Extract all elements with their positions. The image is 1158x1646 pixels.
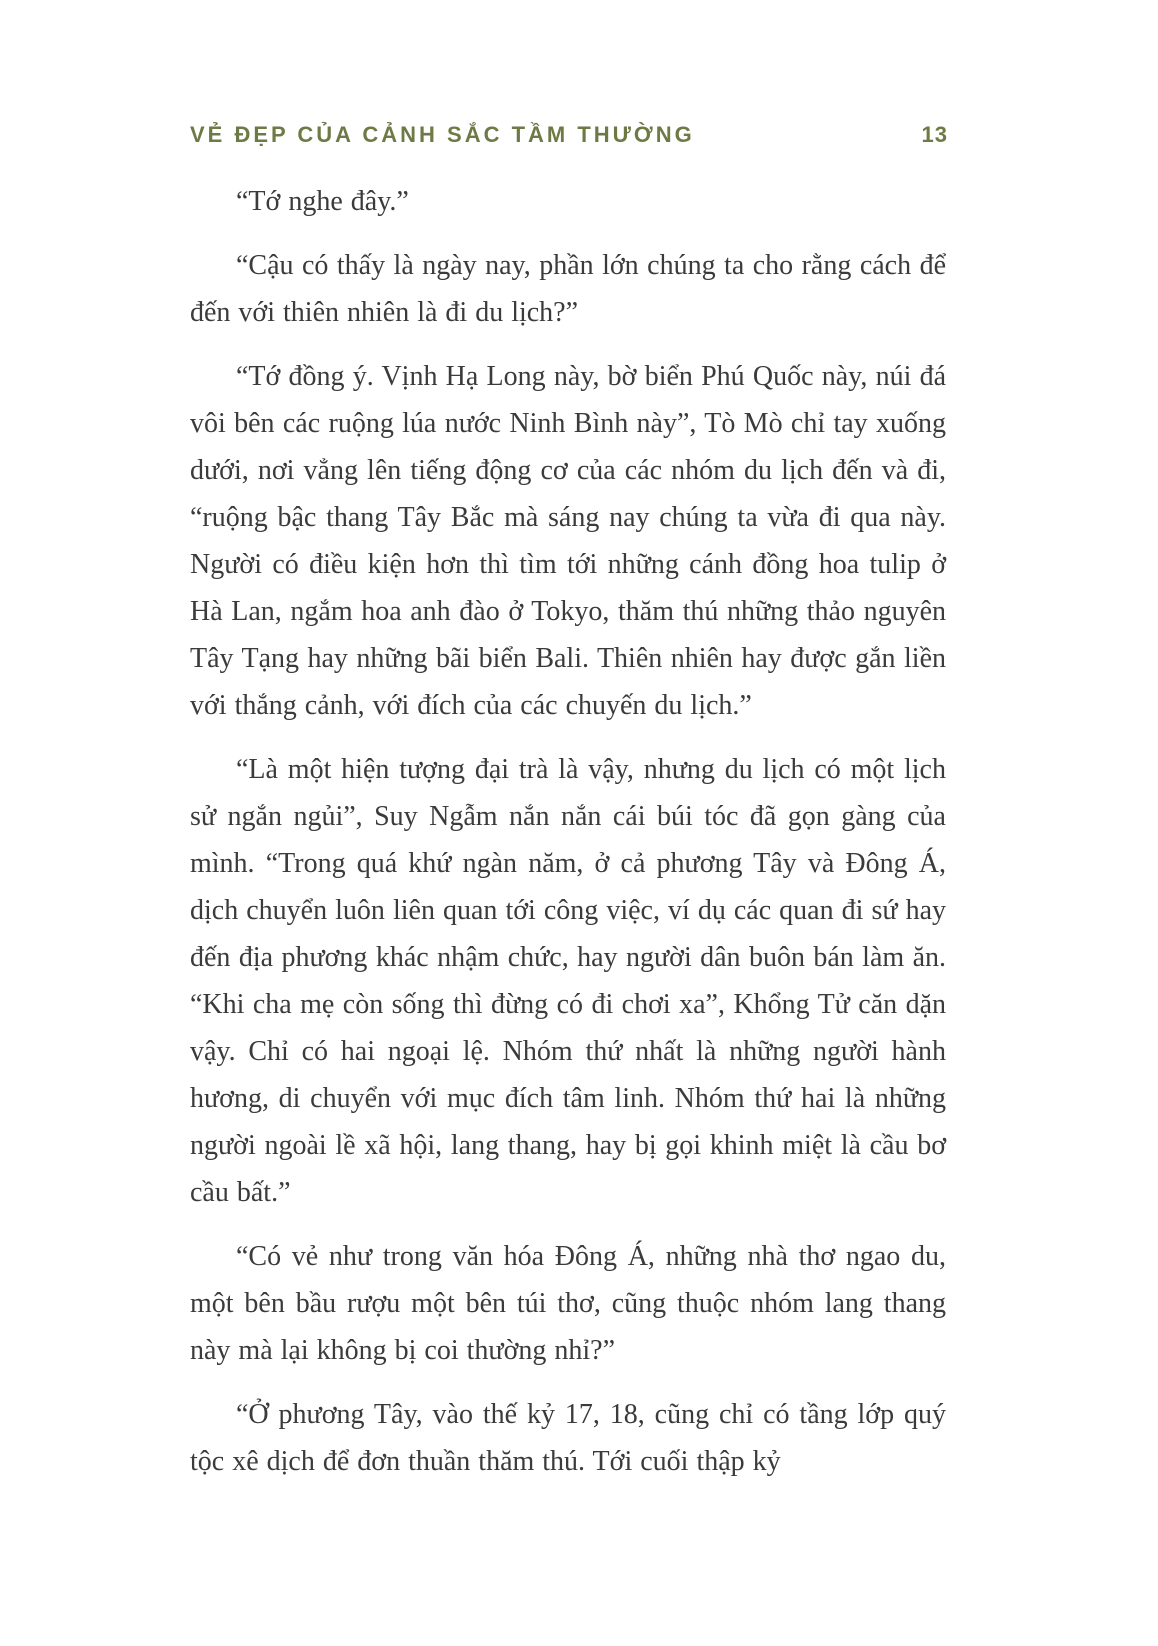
paragraph: “Có vẻ như trong văn hóa Đông Á, những nhà thơ ngao du, một bên bầu rượu một bên túi thơ, cũng thuộc nhóm lang thang này mà lại không bị coi thường nhỉ?” xyxy=(190,1241,946,1366)
running-title: VẺ ĐẸP CỦA CẢNH SẮC TẦM THƯỜNG xyxy=(190,122,695,147)
paragraph: “Cậu có thấy là ngày nay, phần lớn chúng ta cho rằng cách để đến với thiên nhiên là đi du lịch?” xyxy=(190,250,946,328)
page-header xyxy=(190,122,948,148)
page-number: 13 xyxy=(921,122,948,147)
paragraph: “Ở phương Tây, vào thế kỷ 17, 18, cũng chỉ có tầng lớp quý tộc xê dịch để đơn thuần thăm thú. Tới cuối thập kỷ xyxy=(190,1399,946,1477)
body-text xyxy=(190,178,946,1502)
paragraph: “Tớ đồng ý. Vịnh Hạ Long này, bờ biển Phú Quốc này, núi đá vôi bên các ruộng lúa nước Ninh Bình này”, Tò Mò chỉ tay xuống dưới, nơi vẳng lên tiếng động cơ của các nhóm du lịch đến và đi, “ruộng bậc thang Tây Bắc mà sáng nay chúng ta vừa đi qua này. Người có điều kiện hơn thì tìm tới những cánh đồng hoa tulip ở Hà Lan, ngắm hoa anh đào ở Tokyo, thăm thú những thảo nguyên Tây Tạng hay những bãi biển Bali. Thiên nhiên hay được gắn liền với thắng cảnh, với đích của các chuyến du lịch.” xyxy=(190,361,946,721)
paragraph: “Tớ nghe đây.” xyxy=(236,186,409,217)
paragraph: “Là một hiện tượng đại trà là vậy, nhưng du lịch có một lịch sử ngắn ngủi”, Suy Ngẫm nắn nắn cái búi tóc đã gọn gàng của mình. “Trong quá khứ ngàn năm, ở cả phương Tây và Đông Á, dịch chuyển luôn liên quan tới công việc, ví dụ các quan đi sứ hay đến địa phương khác nhậm chức, hay người dân buôn bán làm ăn. “Khi cha mẹ còn sống thì đừng có đi chơi xa”, Khổng Tử căn dặn vậy. Chỉ có hai ngoại lệ. Nhóm thứ nhất là những người hành hương, di chuyển với mục đích tâm linh. Nhóm thứ hai là những người ngoài lề xã hội, lang thang, hay bị gọi khinh miệt là cầu bơ cầu bất.” xyxy=(190,754,946,1208)
